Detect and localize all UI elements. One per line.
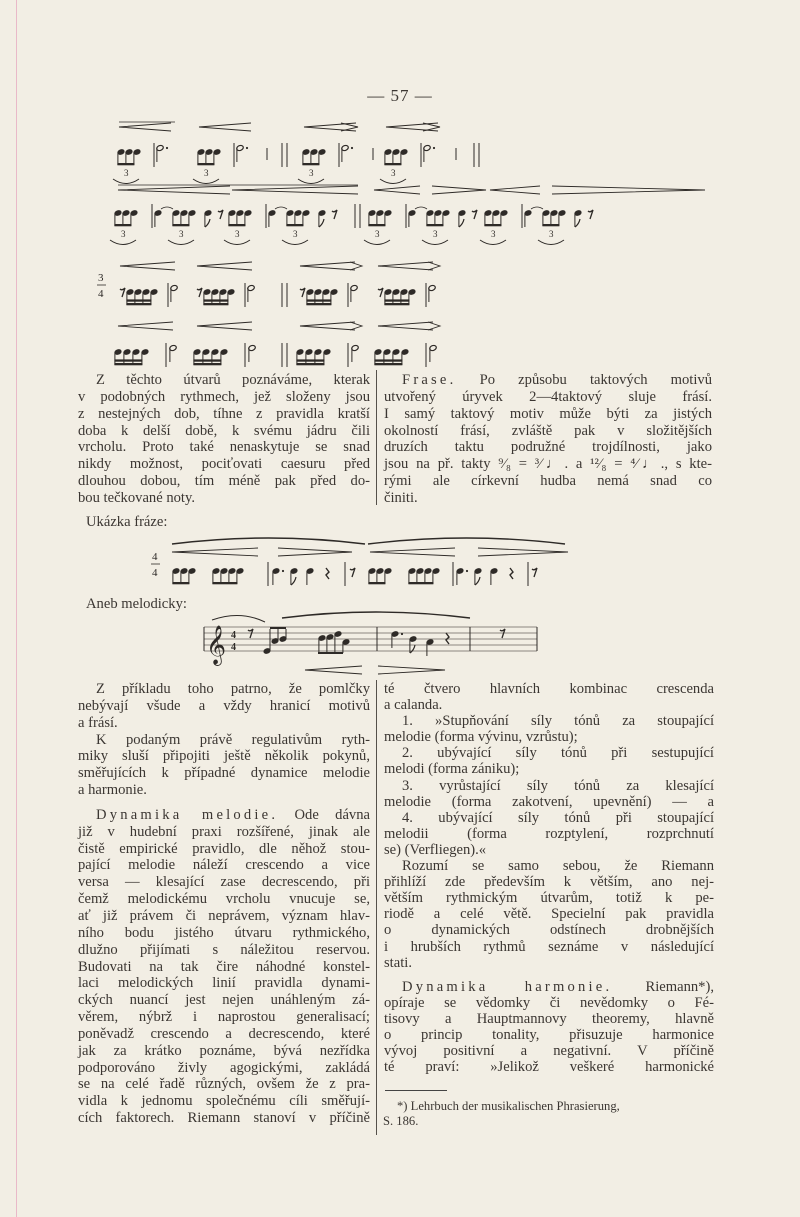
flag [575,219,580,227]
beam [114,359,142,361]
crescendo-hairpin [197,262,252,270]
beam [306,299,331,301]
text-line: poněvadž crescendo a decrescendo, které [78,1025,370,1042]
time-signature-den: 4 [98,288,104,300]
paragraph [78,372,370,507]
eighth-rest [350,568,355,577]
text-line: a frásí. [78,714,118,731]
text-line: čemž melodickému vrcholu vnucuje se, [78,891,370,908]
text-line: větším rythmickým útvarům, totiž k pe- [384,890,714,907]
text-line [384,372,712,389]
text-line: již v hudební praxi rozšířené, jinak ale [78,823,370,840]
crescendo-hairpin [374,186,420,194]
flag [459,219,464,227]
beam [270,627,286,629]
time-signature-den: 4 [152,567,158,579]
beam [172,582,189,584]
text-line: podporováno živly agogickými, zakládá [78,1059,370,1076]
quarter-rest [326,568,329,579]
triplet-label: 3 [391,168,396,178]
paragraph [384,810,714,858]
beam [193,363,221,365]
beam [114,224,131,226]
text-line: I samý taktový motiv může býti za jistých [384,405,712,422]
text-line: druzích taktu podružné trojdílnosti, jako [384,439,712,456]
text-line: vývoj positivní a negativní. V příčině [384,1043,714,1060]
crescendo-hairpin [118,186,230,194]
text-line: rými ale církevní hudba nemá snad co [384,473,712,490]
triplet-label: 3 [491,229,496,239]
text-line: 3. vyrůstající síly tónů za klesající [402,777,714,794]
beam [228,224,245,226]
decrescendo-hairpin [478,548,568,556]
spaced-heading: Dynamika harmonie. [402,978,613,995]
beam [384,163,401,165]
phrase-slur [282,612,470,618]
footnote-line: S. 186. [383,1114,419,1128]
spaced-heading: Dynamika melodie. [96,806,279,823]
text-line: 2. ubývající síly tónů při sestupující [402,745,714,762]
beam [302,163,319,165]
crescendo-hairpin [378,262,433,270]
slur [193,179,219,184]
text-line: ať již právem či neprávem, význam hlav- [78,907,370,924]
text-line: směřujících k případné dynamice melodie [78,765,370,782]
beam [374,363,402,365]
quarter-rest [446,633,449,644]
eighth-rest [300,288,305,297]
text-line: utvořený úryvek 2—4taktový sluje frásí. [384,388,712,405]
eighth-rest [197,288,202,297]
slur [110,240,136,245]
crescendo-hairpin [490,186,540,194]
text-line: se) (Verfliegen).« [384,841,487,858]
dot [466,570,468,572]
text-line: miky sluší připojiti ještě několik pokynů, [78,748,370,765]
slur [282,240,308,245]
beam [368,582,385,584]
text-line: melodie (forma zakotvení, upevnění) — a [384,793,714,810]
slur [168,240,194,245]
beam [484,224,501,226]
top-right-column [384,372,712,507]
triplet-label: 3 [293,229,298,239]
decrescendo-hairpin [552,186,705,194]
crescendo-hairpin [120,262,175,270]
tie [161,207,173,209]
text-line: té čtvero hlavních kombinac crescenda [384,681,714,697]
beam [126,303,151,305]
footnote [383,1099,713,1129]
text-line: jak za krátko poznáme, bývá nezřídka [78,1042,370,1059]
slur [480,240,506,245]
tie [531,207,543,209]
flag [475,577,480,585]
paragraph [384,713,714,745]
text-line: a harmonie. [78,782,147,799]
beam [296,359,324,361]
triplet-label: 3 [124,168,129,178]
text-line: laci melodických linií pravidla dynami- [78,975,370,992]
text-line: cích faktorech. Riemann stanoví v příčině [78,1110,370,1127]
time-signature-num: 4 [152,551,158,563]
paragraph [384,979,714,1076]
time-signature-den: 4 [231,642,236,653]
triplet-label: 3 [549,229,554,239]
flag [205,219,210,227]
beam [318,652,343,654]
text-line: K podaným právě regulativům ryth- [96,731,370,748]
column-divider-top [376,370,377,505]
triplet-label: 3 [309,168,314,178]
beam [426,224,443,226]
dot [166,147,168,149]
eighth-rest [248,629,253,638]
text-run: Ode dávna [278,806,370,823]
beam [126,299,151,301]
text-line [78,807,370,824]
text-line: čistě empirické pravidlo, dle něhož stou- [78,840,370,857]
beam [542,224,559,226]
decrescendo-hairpin [428,262,440,270]
text-line: riodě a celé větě. Specielní pak pravidla [384,906,714,923]
text-line: ckých nuancí jest nejen unáhleným zá- [78,992,370,1009]
triplet-label: 3 [179,229,184,239]
eighth-rest [378,288,383,297]
phrase-slur [212,615,265,622]
spaced-heading: Frase. [402,372,457,388]
eighth-rest [532,568,537,577]
dot [246,147,248,149]
triplet-label: 3 [121,229,126,239]
text-line: tisovy a Hauptmannovy theoremy, hlavně [384,1010,714,1027]
text-line: melodii (forma rozptylení, rozprchnutí [384,825,714,842]
triplet-label: 3 [375,229,380,239]
beam [197,163,214,165]
text-line: o princip tonality, přisuzuje harmonice [384,1026,714,1043]
crescendo-hairpin [370,548,455,556]
decrescendo-hairpin [432,186,486,194]
text-line: vidla k jednomu společnému cíli směřují- [78,1093,370,1110]
text-line: Z těchto útvarů poznáváme, kterak [96,372,370,388]
treble-clef-icon: 𝄞 [206,625,227,665]
eighth-rest [472,210,477,219]
paragraph [384,681,714,713]
text-line: Rozumí se samo sebou, že Riemann [402,858,714,875]
text-line: z nestejných dob, tíhne z pravidla kratší [78,405,370,422]
text-line: o dynamických odstínech drobnějších [384,922,714,939]
dot [433,147,435,149]
text-line: dlouhou dobou, tím méně pak před do- [78,473,370,490]
crescendo-hairpin [378,322,433,330]
beam [408,582,433,584]
text-line: i hrubších rythmů seznáme v následující [384,938,714,955]
text-line: vrcholu. Proto také nenaskytuje se snad [78,439,370,456]
triplet-label: 3 [433,229,438,239]
slur [538,240,564,245]
slur [224,240,250,245]
paragraph [78,732,370,799]
beam [193,359,221,361]
text-line: Budovati na tak čire náhodné konstel- [78,958,370,975]
slur [422,240,448,245]
paragraph [78,681,370,732]
crescendo-hairpin [199,123,251,131]
phrase-slur [368,538,565,544]
slur [364,240,390,245]
eighth-rest [218,210,223,219]
crescendo-hairpin [232,186,358,194]
text-line: nikdy možnost, pociťovati caesuru před [78,456,370,473]
crescendo-hairpin [386,123,438,131]
example-label: Ukázka fráze: [86,514,168,530]
text-line: dlužno přijímati s náležitou reservou. [78,941,370,958]
text-line: se na celé řadě různých, ovšem že z pra- [78,1076,370,1093]
column-divider-bottom [376,680,377,1135]
triplet-label: 3 [204,168,209,178]
paragraph [384,745,714,777]
text-line: té praví: »Jelikož veškeré harmonické [384,1059,714,1076]
text-line: přihlíží zde především k větším, ano nej- [384,874,714,891]
text-line: věrem, nýbrž i naprostou generalisací; [78,1009,370,1026]
decrescendo-hairpin [278,548,352,556]
tie [275,207,287,209]
text-line: a calanda. [384,697,443,714]
quarter-rest [510,568,513,579]
crescendo-hairpin [119,123,171,131]
crescendo-hairpin [304,123,356,131]
text-run: Po způsobu taktových motivů [456,372,712,388]
text-line: melodie (forma vývinu, vzrůstu); [384,729,578,746]
dot [282,570,284,572]
beam [203,299,228,301]
beam [172,224,189,226]
slur [298,179,324,184]
eighth-rest [500,629,505,638]
paragraph [384,858,714,971]
text-line: v podobných rythmech, jež složeny jsou [78,388,370,405]
beam [203,303,228,305]
paragraph [384,372,712,507]
phrase-slur [172,538,365,544]
beam [384,299,409,301]
flag [319,219,324,227]
eighth-rest [120,288,125,297]
text-line: melodi (forma zániku); [384,761,520,778]
text-line: jsou na př. takty ⁹⁄₈ = ³⁄♩. a ¹²⁄₈ = ⁴⁄♩., s kte- [384,456,712,473]
triplet-label: 3 [235,229,240,239]
text-line: opíraje se vědomky či nevědomky o Fé- [384,994,714,1011]
flag [410,645,415,653]
tie [415,207,427,209]
crescendo-hairpin [300,262,355,270]
beam [212,582,237,584]
footnote-rule [385,1090,447,1091]
text-line: doba k delší době, k svému jádru čili [78,422,370,439]
text-line: versa — klesající zase decrescendo, při [78,874,370,891]
beam [117,163,134,165]
beam [374,359,402,361]
dot [401,633,403,635]
text-line [384,979,714,995]
text-line: 1. »Stupňování síly tónů za stoupající [402,713,714,730]
text-line: bou tečkované noty. [78,489,195,506]
beam [114,363,142,365]
text-line: Z příkladu toho patrno, že pomlčky [96,681,370,697]
beam [368,224,385,226]
text-line: pající melodie náleží crescendo a vice [78,857,370,874]
text-line: 4. ubývající síly tónů při stoupající [402,809,714,826]
paragraph-gap [78,799,370,807]
decrescendo-hairpin [428,322,440,330]
dot [351,147,353,149]
paragraph [78,807,370,1127]
beam [286,224,303,226]
paragraph-gap [384,971,714,979]
paragraph [384,778,714,810]
footnote-line: *) Lehrbuch der musikalischen Phrasierung, [397,1099,620,1113]
crescendo-hairpin [197,322,252,330]
top-left-column [78,372,370,507]
crescendo-hairpin [300,322,355,330]
crescendo-hairpin [172,548,258,556]
melodic-label: Aneb melodicky: [86,596,187,612]
time-signature-num: 3 [98,272,104,284]
text-line: nebývají všude a vždy hranicí motivů [78,697,370,714]
decrescendo-hairpin [350,262,362,270]
decrescendo-hairpin [378,666,445,674]
decrescendo-hairpin [350,322,362,330]
text-line: činiti. [384,489,418,506]
flag [291,577,296,585]
text-line: stati. [384,954,412,971]
bottom-left-column [78,681,370,1127]
beam [384,303,409,305]
text-line: okolností frásí, zvláště pak v složitějších [384,422,712,439]
bottom-right-column [384,681,714,1075]
text-run: Riemann*), [612,978,714,995]
crescendo-hairpin [118,322,173,330]
beam [306,303,331,305]
slur [380,179,406,184]
text-line: ního bodu jistého útvaru rythmického, [78,924,370,941]
eighth-rest [332,210,337,219]
crescendo-hairpin [305,666,362,674]
eighth-rest [588,210,593,219]
page-number: — 57 — [367,86,433,105]
slur [113,179,139,184]
time-signature-num: 4 [231,630,236,641]
beam [296,363,324,365]
